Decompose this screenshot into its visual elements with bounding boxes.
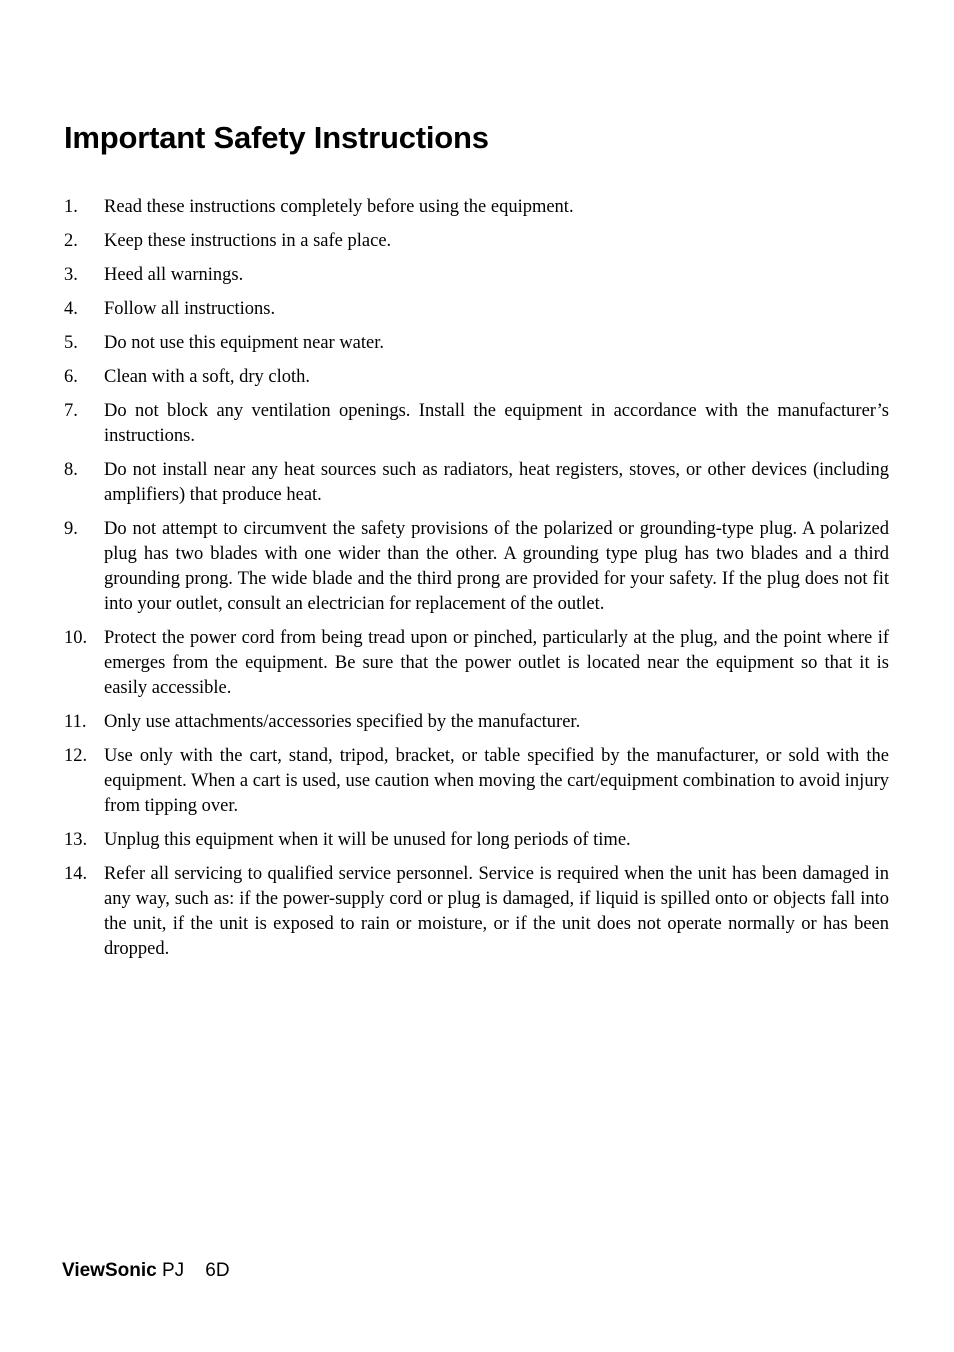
item-number: 13.: [64, 830, 88, 850]
item-number: 10.: [64, 628, 88, 648]
item-text: Heed all warnings.: [104, 265, 244, 285]
item-text: Use only with the cart, stand, tripod, bracket, or table specified by the manufacturer, or sold with the equipment. When a cart is used, use caution when moving the cart/equipment combination to avoid injury from tipping over.: [104, 746, 889, 816]
footer-model: PJ 6D: [156, 1260, 230, 1281]
list-item: [64, 458, 889, 508]
item-text: Protect the power cord from being tread upon or pinched, particularly at the plug, and the point where if emerges from the equipment. Be sure that the power outlet is located near the equipment so that it is easily accessible.: [104, 628, 889, 698]
list-item: [64, 297, 889, 322]
list-item: [64, 229, 889, 254]
list-item: [64, 399, 889, 449]
list-item: [64, 862, 889, 962]
list-item: [64, 517, 889, 617]
item-text: Keep these instructions in a safe place.: [104, 231, 392, 251]
item-number: 14.: [64, 864, 88, 884]
item-number: 6.: [64, 367, 78, 387]
item-text: Do not install near any heat sources such as radiators, heat registers, stoves, or other devices (including amplifiers) that produce heat.: [104, 460, 889, 505]
item-number: 2.: [64, 231, 78, 251]
item-number: 1.: [64, 197, 78, 217]
list-item: [64, 626, 889, 701]
item-number: 7.: [64, 401, 78, 421]
page-footer: [62, 1259, 230, 1283]
item-text: Unplug this equipment when it will be unused for long periods of time.: [104, 830, 631, 850]
item-number: 8.: [64, 460, 78, 480]
item-number: 4.: [64, 299, 78, 319]
item-text: Do not attempt to circumvent the safety provisions of the polarized or grounding-type plug. A polarized plug has two blades with one wider than the other. A grounding type plug has two blades and a third grounding prong. The wide blade and the third prong are provided for your safety. If the plug does not fit into your outlet, consult an electrician for replacement of the outlet.: [104, 519, 889, 614]
item-text: Refer all servicing to qualified service personnel. Service is required when the unit has been damaged in any way, such as: if the power-supply cord or plug is damaged, if liquid is spilled onto or objects fall into the unit, if the unit is exposed to rain or moisture, or if the unit does not operate normally or has been dropped.: [104, 864, 889, 959]
item-number: 3.: [64, 265, 78, 285]
item-text: Do not block any ventilation openings. Install the equipment in accordance with the manufacturer’s instructions.: [104, 401, 889, 446]
list-item: [64, 828, 889, 853]
list-item: [64, 331, 889, 356]
item-text: Clean with a soft, dry cloth.: [104, 367, 311, 387]
item-number: 11.: [64, 712, 87, 732]
item-number: 5.: [64, 333, 78, 353]
item-text: Read these instructions completely before using the equipment.: [104, 197, 574, 217]
item-text: Do not use this equipment near water.: [104, 333, 385, 353]
list-item: [64, 263, 889, 288]
item-text: Only use attachments/accessories specified by the manufacturer.: [104, 712, 581, 732]
item-number: 9.: [64, 519, 78, 539]
item-number: 12.: [64, 746, 88, 766]
footer-brand: ViewSonic: [62, 1260, 157, 1281]
list-item: [64, 195, 889, 220]
page-title: Important Safety Instructions: [64, 120, 489, 155]
list-item: [64, 744, 889, 819]
safety-instructions-list: [64, 195, 889, 971]
list-item: [64, 710, 889, 735]
item-text: Follow all instructions.: [104, 299, 276, 319]
list-item: [64, 365, 889, 390]
